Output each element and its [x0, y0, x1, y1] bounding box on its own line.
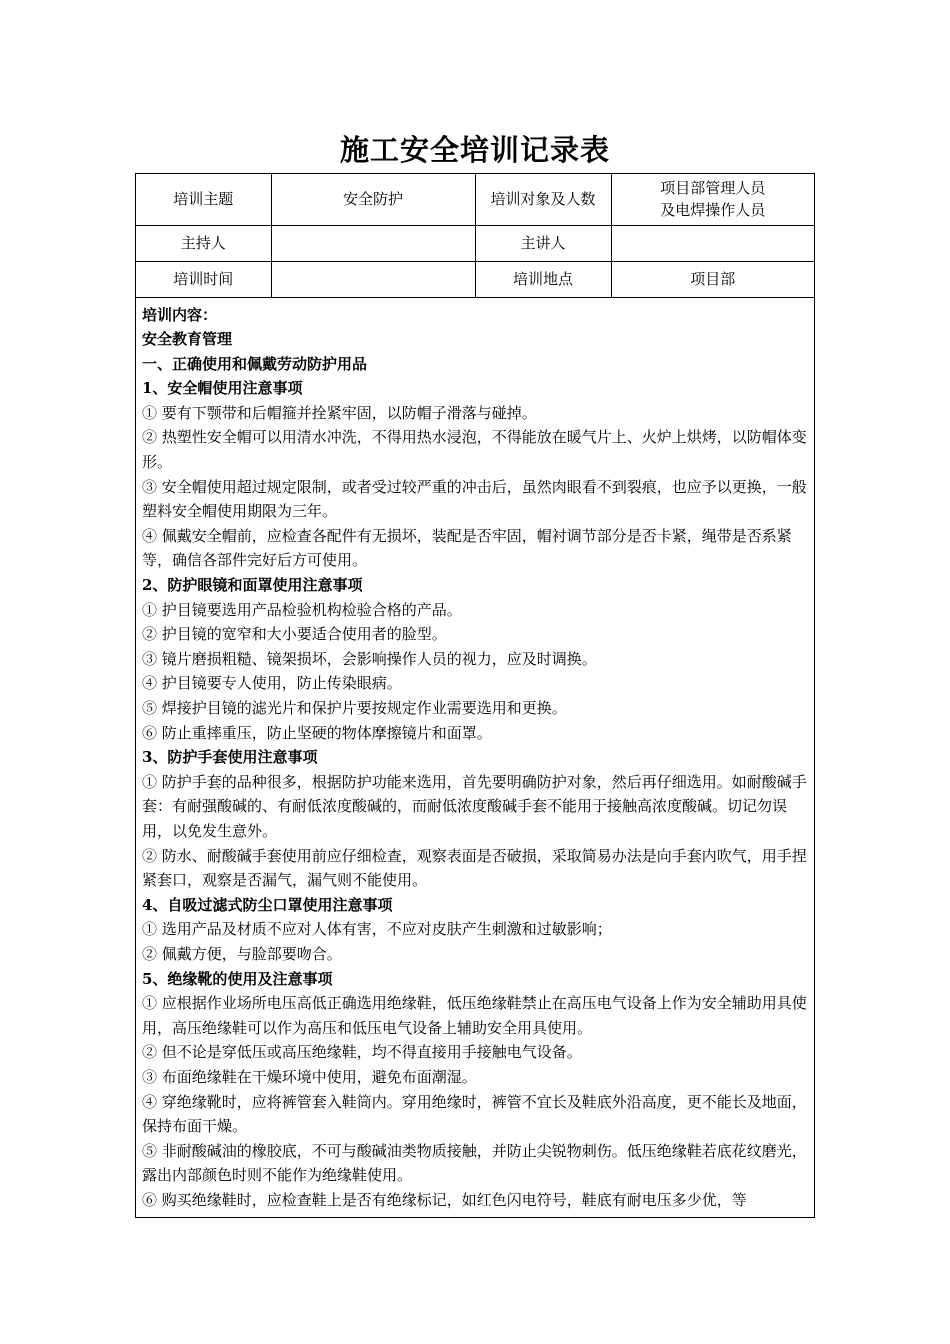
- time-value: [271, 261, 475, 297]
- subsection-heading: 2、防护眼镜和面罩使用注意事项: [142, 576, 363, 595]
- place-value: 项目部: [611, 261, 814, 297]
- content-item: ① 护目镜要选用产品检验机构检验合格的产品。: [142, 600, 462, 619]
- subsection-heading: 3、防护手套使用注意事项: [142, 748, 318, 767]
- content-item: ① 防护手套的品种很多，根据防护功能来选用，首先要明确防护对象，然后再仔细选用。如耐酸碱手套：有耐强酸碱的、有耐低浓度酸碱的，而耐低浓度酸碱手套不能用于接触高浓度酸碱。切记勿误用，以免发生意外。: [142, 772, 807, 840]
- audience-value: [611, 174, 814, 225]
- content-item: ① 要有下颚带和后帽箍并拴紧牢固，以防帽子滑落与碰掉。: [142, 403, 537, 422]
- content-item: ② 但不论是穿低压或高压绝缘鞋，均不得直接用手接触电气设备。: [142, 1043, 582, 1062]
- audience-value-line2: 及电焊操作人员: [660, 201, 766, 220]
- speaker-value: [611, 225, 814, 261]
- time-label: 培训时间: [136, 261, 271, 297]
- content-item: ⑤ 焊接护目镜的滤光片和保护片要按规定作业需要选用和更换。: [142, 699, 567, 717]
- section-heading: 一、正确使用和佩戴劳动防护用品: [142, 354, 368, 373]
- content-item: ② 热塑性安全帽可以用清水冲洗，不得用热水浸泡，不得能放在暖气片上、火炉上烘烤，以防帽体变形。: [142, 428, 807, 472]
- content-heading: 培训内容：: [142, 305, 218, 324]
- header-row-host: [136, 225, 814, 261]
- header-row-time: [136, 261, 814, 297]
- topic-label: 培训主题: [136, 174, 271, 225]
- content-item: ③ 镜片磨损粗糙、镜架损坏，会影响操作人员的视力，应及时调换。: [142, 649, 597, 668]
- content-item: ③ 安全帽使用超过规定限制，或者受过较严重的冲击后，虽然肉眼看不到裂痕，也应予以更换，一般塑料安全帽使用期限为三年。: [142, 477, 807, 521]
- content-item: ① 选用产品及材质不应对人体有害，不应对皮肤产生刺激和过敏影响；: [142, 920, 612, 939]
- header-table: [136, 174, 814, 298]
- content-item: ④ 穿绝缘靴时，应将裤管套入鞋筒内。穿用绝缘时，裤管不宜长及鞋底外沿高度，更不能长及地面，保持布面干燥。: [142, 1092, 807, 1136]
- subsection-heading: 5、绝缘靴的使用及注意事项: [142, 969, 333, 988]
- content-item: ④ 佩戴安全帽前，应检查各配件有无损坏，装配是否牢固，帽衬调节部分是否卡紧，绳带是否系紧等，确信各部件完好后方可使用。: [142, 526, 792, 570]
- content-item: ② 防水、耐酸碱手套使用前应仔细检查，观察表面是否破损，采取简易办法是向手套内吹气，用手捏紧套口，观察是否漏气，漏气则不能使用。: [142, 846, 807, 890]
- content-item: ① 应根据作业场所电压高低正确选用绝缘鞋，低压绝缘鞋禁止在高压电气设备上作为安全辅助用具使用，高压绝缘鞋可以作为高压和低压电气设备上辅助安全用具使用。: [142, 994, 807, 1037]
- header-row-topic: [136, 174, 814, 225]
- audience-label: 培训对象及人数: [475, 174, 611, 225]
- content-item: ⑥ 防止重摔重压，防止坚硬的物体摩擦镜片和面罩。: [142, 723, 492, 742]
- content-item: ③ 布面绝缘鞋在干燥环境中使用，避免布面潮湿。: [142, 1067, 477, 1086]
- subsection-heading: 1、安全帽使用注意事项: [142, 379, 303, 398]
- training-content: [136, 298, 814, 1213]
- speaker-label: 主讲人: [475, 225, 611, 261]
- document-title: 施工安全培训记录表: [339, 133, 610, 167]
- content-item: ⑥ 购买绝缘鞋时，应检查鞋上是否有绝缘标记，如红色闪电符号，鞋底有耐电压多少优，等: [142, 1190, 747, 1209]
- content-item: ② 佩戴方便，与脸部要吻合。: [142, 944, 342, 963]
- content-item: ② 护目镜的宽窄和大小要适合使用者的脸型。: [142, 625, 447, 644]
- content-item: ⑤ 非耐酸碱油的橡胶底，不可与酸碱油类物质接触，并防止尖锐物刺伤。低压绝缘鞋若底花纹磨光，露出内部颜色时则不能作为绝缘鞋使用。: [142, 1141, 807, 1185]
- host-label: 主持人: [136, 225, 271, 261]
- subsection-heading: 4、自吸过滤式防尘口罩使用注意事项: [142, 895, 393, 914]
- host-value: [271, 225, 475, 261]
- audience-value-line1: 项目部管理人员: [660, 179, 766, 198]
- content-item: ④ 护目镜要专人使用，防止传染眼病。: [142, 674, 402, 693]
- section-title: 安全教育管理: [142, 330, 233, 349]
- training-record-form: [135, 173, 815, 1218]
- place-label: 培训地点: [475, 261, 611, 297]
- topic-value: 安全防护: [271, 174, 475, 225]
